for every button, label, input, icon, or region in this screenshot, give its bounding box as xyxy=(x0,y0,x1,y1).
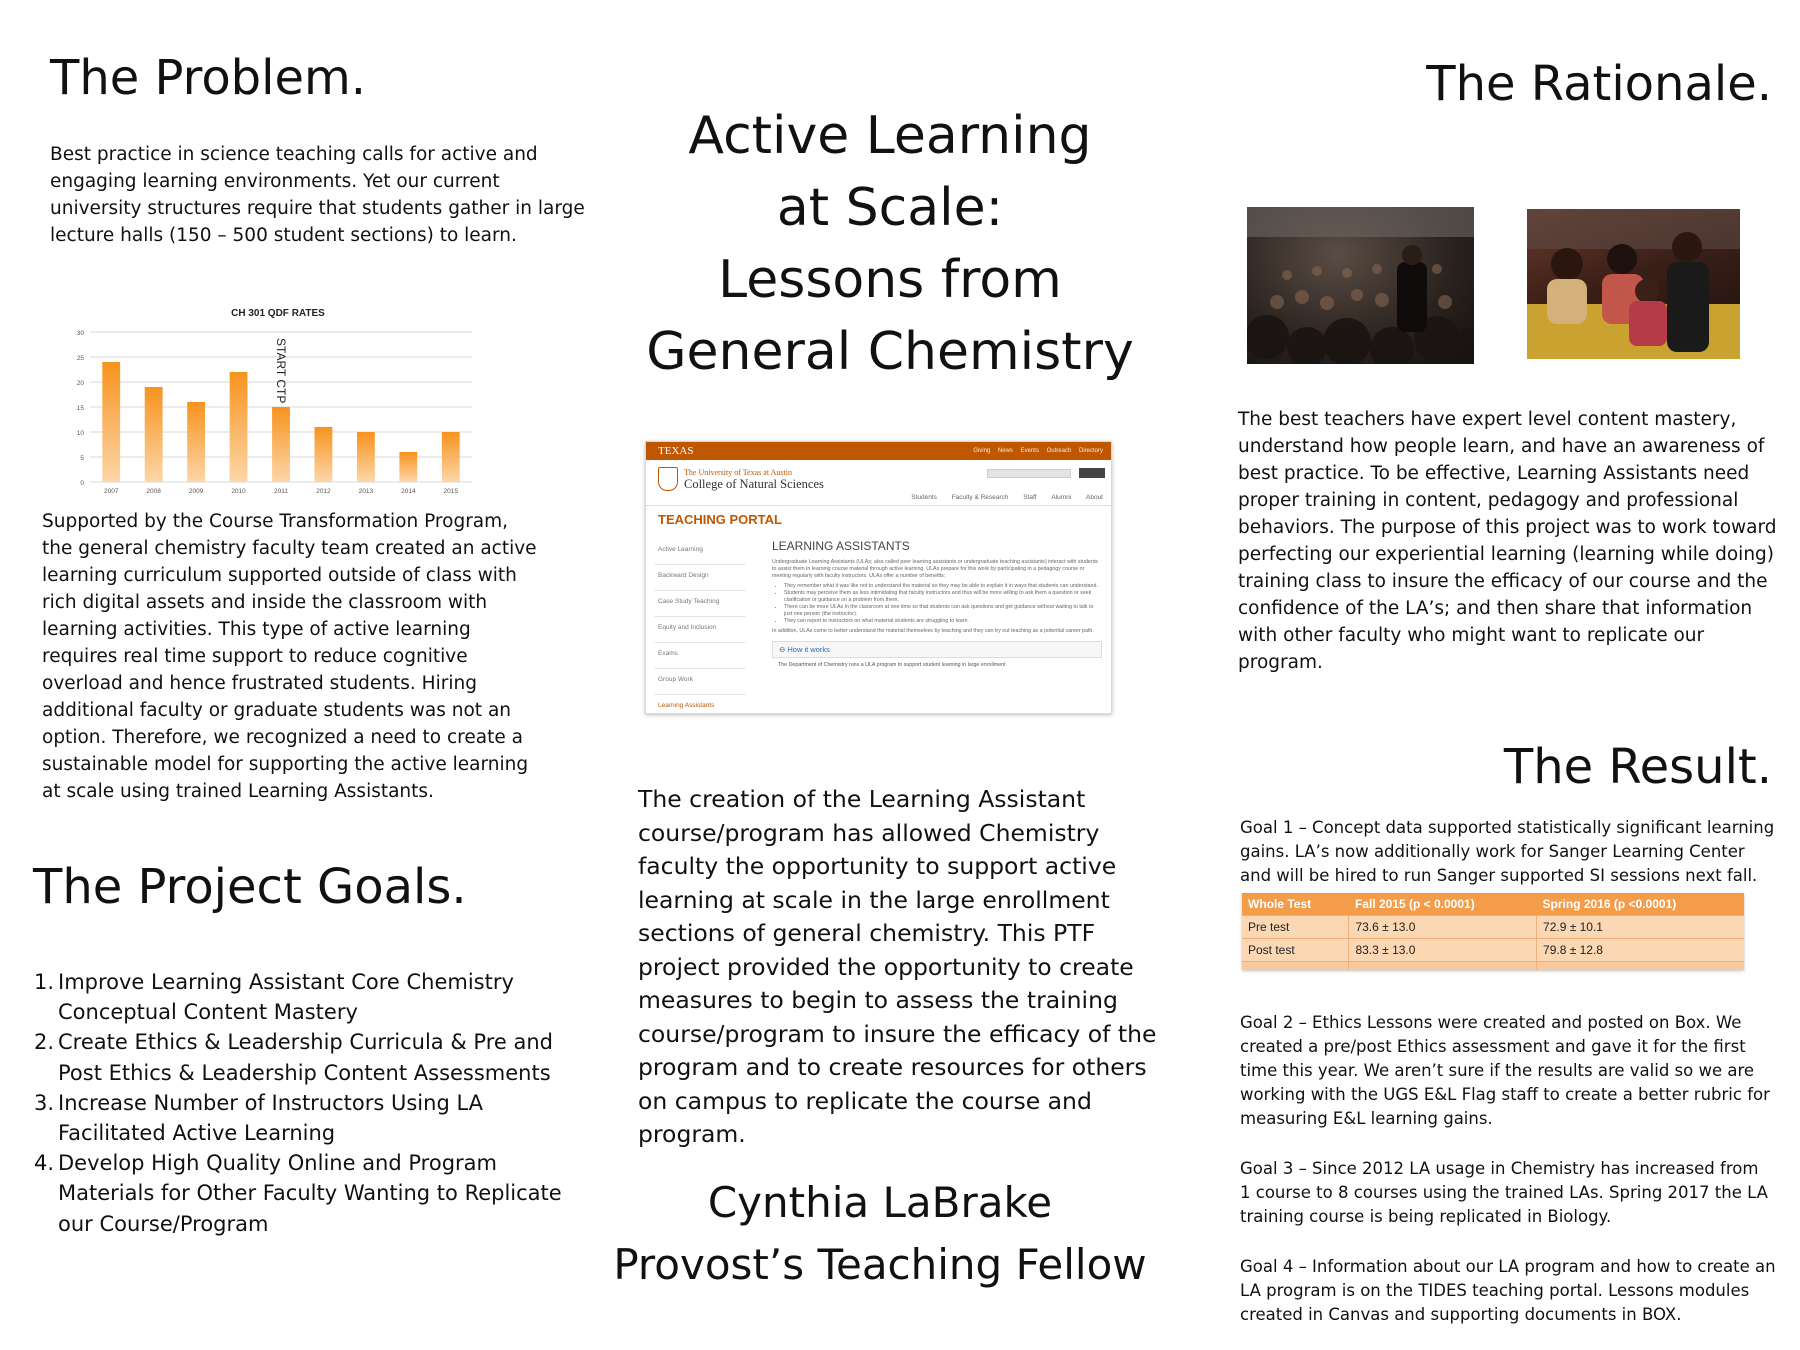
y-tick-label: 0 xyxy=(80,480,84,487)
x-tick-label: 2013 xyxy=(358,488,374,495)
table-row xyxy=(1242,916,1744,939)
subnav-link[interactable]: Faculty & Research xyxy=(951,494,1009,501)
portal-search-input[interactable] xyxy=(987,469,1071,478)
x-tick-label: 2008 xyxy=(146,488,161,495)
problem-text: Best practice in science teaching calls for active and engaging learning environments. Yet our current university structures require that students gather in large lecture halls (150 – 500 student sections) to learn. xyxy=(50,144,585,246)
table-cell: 73.6 ± 13.0 xyxy=(1349,916,1537,939)
college-brand xyxy=(658,467,824,491)
table-cell: 72.9 ± 10.1 xyxy=(1537,916,1744,939)
author-block xyxy=(600,1172,1160,1296)
title-line: Active Learning xyxy=(688,106,1092,166)
sidebar-item-case-study[interactable]: Case Study Teaching xyxy=(654,591,746,617)
goals-heading: The Project Goals. xyxy=(33,859,467,915)
author-role: Provost’s Teaching Fellow xyxy=(613,1240,1147,1289)
how-it-works-accordion[interactable] xyxy=(772,641,1102,658)
y-tick-label: 5 xyxy=(80,455,84,462)
subnav-link[interactable]: About xyxy=(1086,494,1103,501)
goal-text: Increase Number of Instructors Using LA Facilitated Active Learning xyxy=(58,1090,484,1146)
portal-subnav xyxy=(898,494,1103,501)
ut-seal-icon xyxy=(658,467,678,491)
table-cell: Pre test xyxy=(1242,916,1349,939)
bar-2014 xyxy=(399,452,417,482)
bar-2011 xyxy=(272,407,290,482)
subnav-link[interactable]: Staff xyxy=(1023,494,1037,501)
problem-heading: The Problem. xyxy=(50,50,367,106)
table-cell: Post test xyxy=(1242,939,1349,962)
chart-title: CH 301 QDF RATES xyxy=(231,308,325,319)
college-name: College of Natural Sciences xyxy=(684,476,824,491)
goal-item xyxy=(34,1088,574,1148)
bar-2009 xyxy=(187,402,205,482)
goal-text: Develop High Quality Online and Program Materials for Other Faculty Wanting to Replicate our Course/Program xyxy=(58,1151,562,1236)
table-cell: 79.8 ± 12.8 xyxy=(1537,939,1744,962)
sidebar-item-group-work[interactable]: Group Work xyxy=(654,669,746,695)
concept-results-table xyxy=(1242,893,1744,970)
content-body xyxy=(772,559,1102,635)
bar-2015 xyxy=(442,432,460,482)
support-text: Supported by the Course Transformation Program, the general chemistry faculty team created an active learning curriculum supported outside of class with rich digital assets and inside the classroom with learning activities. This type of active learning requires real time support to reduce cognitive overload and hence frustrated students. Hiring additional faculty or graduate students was not an option. Therefore, we recognized a need to create a sustainable model for supporting the active learning at scale using trained Learning Assistants. xyxy=(42,511,537,802)
center-text: The creation of the Learning Assistant course/program has allowed Chemistry faculty the opportunity to support active learning at scale in the large enrollment sections of general chemistry. This PTF project provided the opportunity to create measures to begin to assess the training course/program to insure the efficacy of the program and to create resources for others on campus to replicate the course and program. xyxy=(638,785,1157,1148)
y-tick-label: 15 xyxy=(76,405,84,412)
topnav-link[interactable]: Giving xyxy=(973,448,991,454)
rationale-text: The best teachers have expert level content mastery, understand how people learn, and have an awareness of best practice. To be effective, Learning Assistants need proper training in content, pedagogy and professional behaviors. The purpose of this project was to work toward perfecting our experiential learning (learning while doing) training class to insure the efficacy of our course and the confidence of the LA’s; and then share that information with other faculty who might want to replicate our program. xyxy=(1238,409,1777,673)
table-cell: 83.3 ± 13.0 xyxy=(1349,939,1537,962)
author-name: Cynthia LaBrake xyxy=(707,1178,1053,1227)
x-tick-label: 2012 xyxy=(316,488,331,495)
y-tick-label: 20 xyxy=(76,380,84,387)
bar-2013 xyxy=(357,432,375,482)
divider xyxy=(646,505,1111,506)
subnav-link[interactable]: Alumni xyxy=(1051,494,1072,501)
sidebar-item-equity[interactable]: Equity and Inclusion xyxy=(654,617,746,643)
start-ctp-annotation: START CTP xyxy=(274,338,288,404)
university-name: The University of Texas at Austin xyxy=(684,467,792,477)
title-line: at Scale: xyxy=(776,178,1004,238)
goal-item xyxy=(34,1027,574,1087)
how-it-works-label: How it works xyxy=(787,645,830,654)
goal-number: 3. xyxy=(34,1090,55,1115)
benefit-item: • They remember what it was like not to understand the material so they may be able to explain it in ways that students can understand. xyxy=(784,583,1102,590)
subnav-link[interactable]: Students xyxy=(911,494,937,501)
teaching-portal-screenshot xyxy=(645,441,1112,714)
content-outro: In addition, ULAs come to better understand the material themselves by teaching and they can try out teaching as a potential career path. xyxy=(772,628,1094,634)
x-tick-label: 2011 xyxy=(274,488,288,495)
poster-title xyxy=(600,100,1180,388)
table-row xyxy=(1242,939,1744,962)
bar-2007 xyxy=(102,362,120,482)
qdf-rates-chart xyxy=(60,300,480,500)
goal-text: Improve Learning Assistant Core Chemistry Conceptual Content Mastery xyxy=(58,970,514,1025)
topnav-link[interactable]: Directory xyxy=(1078,448,1103,454)
rationale-heading: The Rationale. xyxy=(1426,56,1772,112)
result-heading: The Result. xyxy=(1503,739,1772,795)
sidebar-item-backward-design[interactable]: Backward Design xyxy=(654,565,746,591)
goal3-result: Goal 3 – Since 2012 LA usage in Chemistry has increased from 1 course to 8 courses using the trained LAs. Spring 2017 the LA training course is being replicated in Biology. xyxy=(1240,1159,1768,1226)
table-spacer-row xyxy=(1242,962,1744,971)
content-intro: Undergraduate Learning Assistants (ULAs; also called peer learning assistants or undergraduate teaching assistants) interact with students to assist them in learning course material through active learning. ULAs prepare for this work by participating in a pedagogy course or meeting regularly with faculty instructors. ULAs offer a number of benefits: xyxy=(772,559,1098,579)
students-discussion-photo xyxy=(1527,209,1740,359)
goal-number: 1. xyxy=(34,970,55,994)
column-header: Whole Test xyxy=(1242,893,1349,916)
benefit-item: • They can report to instructors on what material students are struggling to learn. xyxy=(784,618,1102,625)
topnav-link[interactable]: Outreach xyxy=(1046,448,1072,454)
bar-2012 xyxy=(315,427,333,482)
sidebar-item-learning-assistants[interactable]: Learning Assistants xyxy=(654,695,746,714)
portal-sidebar xyxy=(654,539,746,714)
column-header: Fall 2015 (p < 0.0001) xyxy=(1349,893,1537,916)
topnav-link[interactable]: Events xyxy=(1020,448,1039,454)
y-tick-label: 30 xyxy=(76,330,84,337)
benefit-item: • Students may perceive them as less intimidating that faculty instructors and thus will be more willing to ask them a question or seek clarification or guidance on a problem from them. xyxy=(784,590,1102,604)
goals-list xyxy=(34,967,574,1239)
portal-search-button[interactable] xyxy=(1079,468,1105,478)
texas-wordmark: TEXAS xyxy=(658,445,694,457)
goal2-result: Goal 2 – Ethics Lessons were created and posted on Box. We created a pre/post Ethics assessment and gave it for the first time this year. We aren’t sure if the results are valid so we are working with the UGS E&L Flag staff to create a better rubric for measuring E&L learning gains. xyxy=(1240,1013,1770,1128)
content-footnote: The Department of Chemistry runs a ULA program to support student learning in large enrollment xyxy=(778,662,1006,668)
x-tick-label: 2015 xyxy=(443,488,459,495)
goal4-result: Goal 4 – Information about our LA program and how to create an LA program is on the TIDES teaching portal. Lessons modules created in Canvas and supporting documents in BOX. xyxy=(1240,1257,1776,1324)
goal-number: 2. xyxy=(34,1030,55,1055)
goal-text: Create Ethics & Leadership Curricula & Pre and Post Ethics & Leadership Content Assessments xyxy=(58,1030,553,1085)
goal-number: 4. xyxy=(34,1151,55,1176)
portal-title: TEACHING PORTAL xyxy=(658,512,782,527)
bar-2010 xyxy=(230,372,248,482)
portal-topnav xyxy=(967,442,1103,460)
table-header-row xyxy=(1242,893,1744,916)
x-tick-label: 2009 xyxy=(188,488,204,495)
sidebar-item-active-learning[interactable]: Active Learning xyxy=(654,539,746,565)
x-tick-label: 2007 xyxy=(103,488,119,495)
portal-content xyxy=(772,539,1102,668)
lecture-hall-photo xyxy=(1247,207,1474,364)
goal-item xyxy=(34,1148,574,1239)
content-title: LEARNING ASSISTANTS xyxy=(772,539,910,553)
y-tick-label: 10 xyxy=(76,430,84,437)
goal1-result: Goal 1 – Concept data supported statistically significant learning gains. LA’s now additionally work for Sanger Learning Center and will be hired to run Sanger supported SI sessions next fall. xyxy=(1240,818,1775,885)
y-tick-label: 25 xyxy=(76,355,84,362)
minus-circle-icon: ⊖ xyxy=(779,645,788,654)
topnav-link[interactable]: News xyxy=(997,448,1013,454)
portal-topbar xyxy=(646,442,1111,460)
bar-2008 xyxy=(145,387,163,482)
sidebar-item-exams[interactable]: Exams xyxy=(654,643,746,669)
title-line: Lessons from xyxy=(718,250,1062,310)
x-tick-label: 2014 xyxy=(401,488,416,495)
x-tick-label: 2010 xyxy=(231,488,246,495)
title-line: General Chemistry xyxy=(646,322,1134,382)
benefit-item: • There can be more ULAs in the classroom at one time so that students can ask questions and get guidance without waiting to talk to just one person (the instructor). xyxy=(784,604,1102,618)
column-header: Spring 2016 (p <0.0001) xyxy=(1537,893,1744,916)
goal-item xyxy=(34,967,574,1027)
